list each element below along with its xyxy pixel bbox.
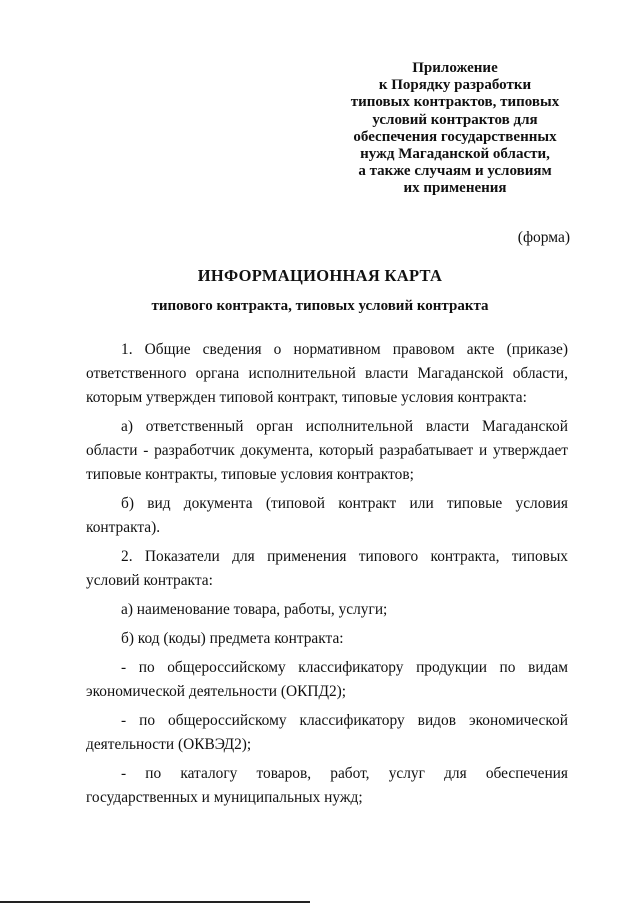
appendix-line: к Порядку разработки [378,77,532,94]
paragraph-indicators: 2. Показатели для применения типового контракта, типовых условий контракта: [86,548,568,589]
paragraph-subject-codes: б) код (коды) предмета контракта: [121,630,344,647]
appendix-line: обеспечения государственных [353,128,557,145]
appendix-line: условий контрактов для [372,111,538,128]
paragraph-general-info: 1. Общие сведения о нормативном правовом акте (приказе) ответственного органа исполнительной власти Магаданской области, которым утвержден типовой контракт, типовые условия контракта: [86,341,568,406]
paragraph-ktru-catalog: - по каталогу товаров, работ, услуг для обеспечения государственных и муниципальных нужд; [86,765,568,806]
paragraph-okved2: - по общероссийскому классификатору видов экономической деятельности (ОКВЭД2); [86,712,568,753]
appendix-line: а также случаям и условиям [358,163,552,180]
document-subtitle: типового контракта, типовых условий контракта [151,298,489,314]
form-label: (форма) [517,229,570,246]
appendix-line: нужд Магаданской области, [360,146,550,163]
bottom-divider [0,901,310,903]
appendix-header [300,60,610,198]
document-title: ИНФОРМАЦИОННАЯ КАРТА [197,266,443,285]
paragraph-item-name: а) наименование товара, работы, услуги; [121,601,388,618]
appendix-line: их применения [403,180,507,197]
paragraph-okpd2: - по общероссийскому классификатору продукции по видам экономической деятельности (ОКПД2); [86,659,568,700]
appendix-line: Приложение [412,60,498,76]
paragraph-document-type: б) вид документа (типовой контракт или типовые условия контракта). [86,495,568,536]
paragraph-responsible-body: а) ответственный орган исполнительной власти Магаданской области - разработчик документа, который разрабатывает и утверждает типовые контракты, типовые условия контрактов; [86,418,568,483]
document-body [86,338,568,810]
appendix-line: типовых контрактов, типовых [350,94,560,111]
